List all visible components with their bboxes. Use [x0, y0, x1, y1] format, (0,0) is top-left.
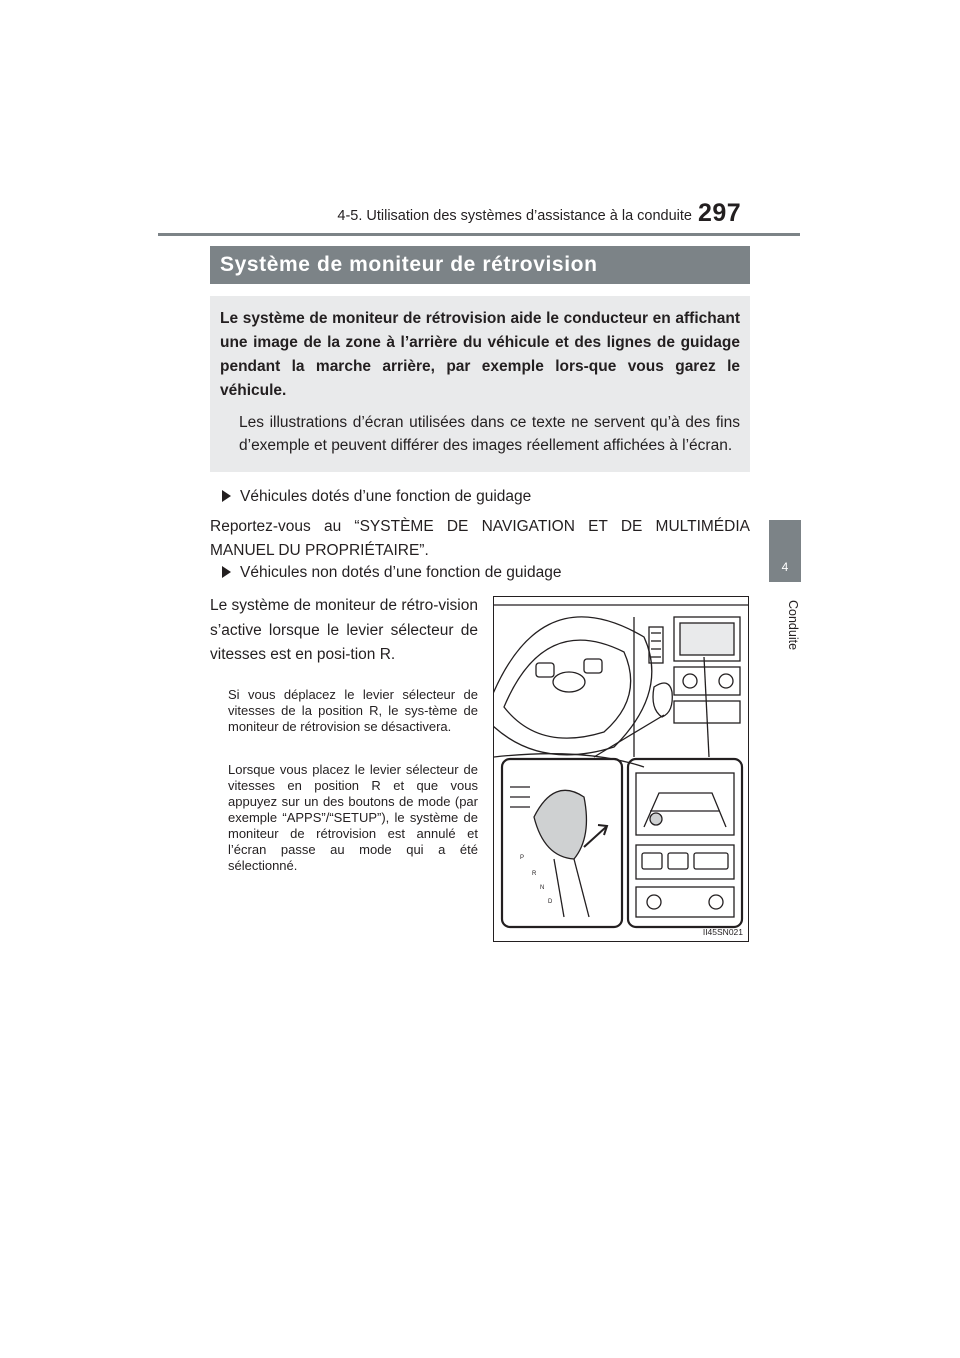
gear-arrow: [584, 827, 606, 847]
inset-button-panel: [636, 845, 734, 879]
intro-box: [210, 296, 750, 472]
header-divider: [158, 233, 800, 236]
gear-lever-top: [653, 683, 672, 717]
screen-inset: [628, 759, 742, 927]
triangle-bullet-icon: [222, 566, 231, 578]
side-tab-number: 4: [769, 552, 801, 582]
gear-label-d: D: [548, 899, 553, 905]
dashboard-illustration: [493, 596, 749, 942]
section-title: Système de moniteur de rétrovision: [210, 246, 750, 284]
console-panel: [674, 667, 740, 695]
heading-without-guidance-text: Véhicules non dotés d’une fonction de guidage: [240, 564, 562, 581]
without-guidance-text: Le système de moniteur de rétro-vision s’active lorsque le levier sélecteur de vitesses est en posi-tion R.: [210, 597, 478, 663]
pointer-line-gear: [594, 715, 664, 757]
triangle-bullet-icon: [222, 490, 231, 502]
steering-wheel-outline: [494, 617, 652, 755]
steering-wheel-logo: [553, 672, 585, 692]
gear-shaft-right: [574, 859, 589, 917]
gear-knob: [534, 790, 586, 859]
gear-label-n: N: [540, 885, 545, 891]
header-section-title: 4-5. Utilisation des systèmes d’assistance à la conduite: [337, 208, 692, 224]
inset-display: [636, 773, 734, 835]
dashboard-drawing: [494, 597, 748, 941]
heading-without-guidance: [222, 562, 561, 584]
page-number: 297: [698, 199, 742, 227]
rear-car-icon: [650, 813, 662, 825]
gear-label-p: P: [520, 855, 525, 861]
intro-note: Les illustrations d’écran utilisées dans ce texte ne servent qu’à des fins d’exemple et peuvent différer des images réellement affichées à l’écran.: [239, 414, 740, 454]
with-guidance-text: Reportez-vous au “SYSTÈME DE NAVIGATION ET DE MULTIMÉDIA MANUEL DU PROPRIÉTAIRE”.: [210, 518, 750, 559]
center-display-screen: [680, 623, 734, 655]
inset-climate-panel: [636, 887, 734, 917]
figure-code: II45SN021: [702, 927, 743, 937]
gear-shaft-left: [554, 859, 564, 917]
steering-wheel-inner: [504, 640, 631, 738]
heading-with-guidance: [222, 486, 531, 508]
pointer-line-screen: [704, 657, 709, 757]
note-mode-buttons: Lorsque vous placez le levier sélecteur de vitesses en position R et que vous appuyez sur un des boutons de mode (par exemple “APPS”/“SETUP”), le système de moniteur de rétrovision est annulé et l’écran passe au mode qui a été sélectionné.: [228, 762, 478, 873]
heading-with-guidance-text: Véhicules dotés d’une fonction de guidage: [240, 488, 532, 505]
intro-summary: Le système de moniteur de rétrovision aide le conducteur en affichant une image de la zone à l’arrière du véhicule et des lignes de guidage pendant la marche arrière, par exemple lors-que vous garez le véhicule.: [220, 310, 740, 399]
note-leave-r: Si vous déplacez le levier sélecteur de vitesses de la position R, le sys-tème de moniteur de rétrovision se désactivera.: [228, 687, 478, 734]
steering-button-left: [536, 663, 554, 677]
console-knob-right: [719, 674, 733, 688]
console-knob-left: [683, 674, 697, 688]
side-tab-marker: [769, 520, 801, 552]
side-tab-label: Conduite: [786, 600, 800, 651]
gear-label-r: R: [532, 871, 537, 877]
steering-button-right: [584, 659, 602, 673]
